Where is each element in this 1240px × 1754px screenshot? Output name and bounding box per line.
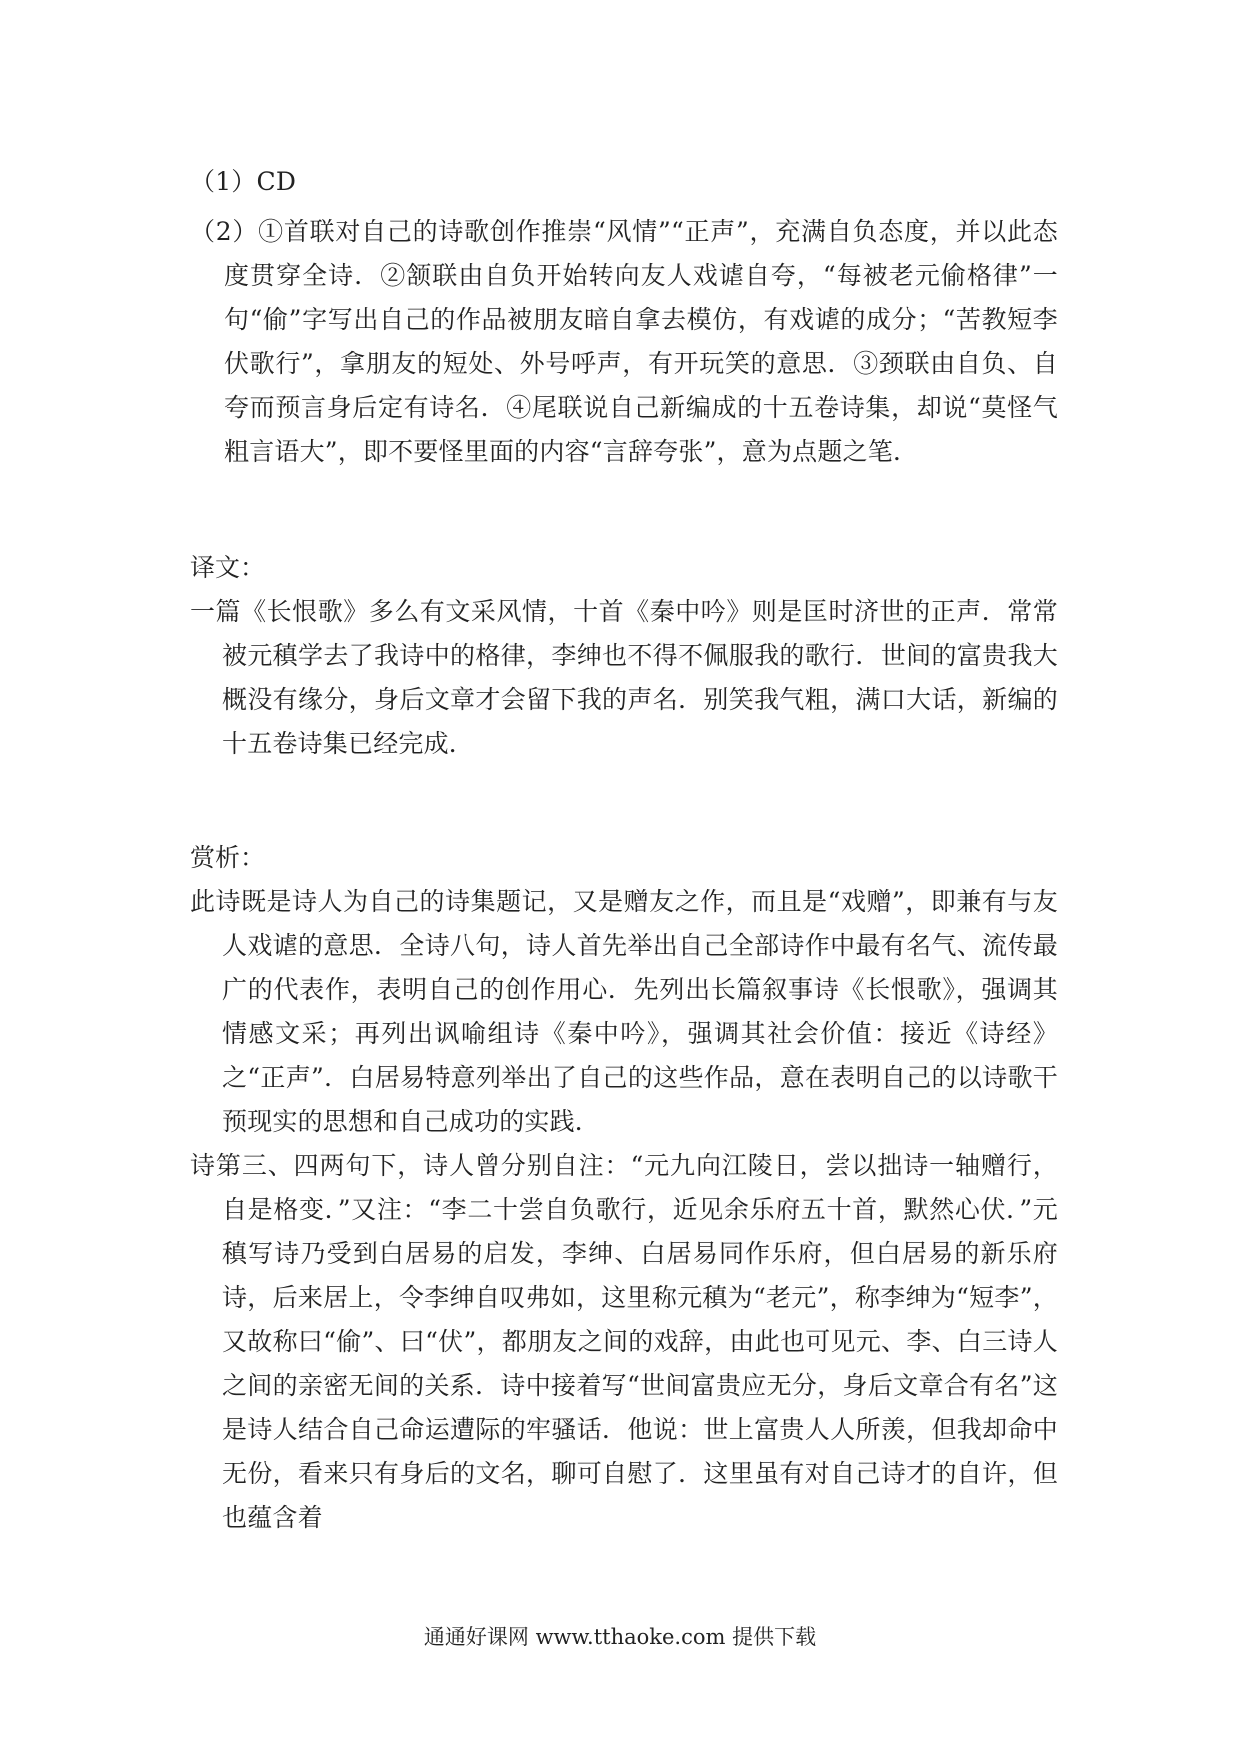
spacer	[190, 766, 1058, 836]
appreciation-paragraph-2: 诗第三、四两句下，诗人曾分别自注：“元九向江陵日，尝以拙诗一轴赠行，自是格变．”又注：“李二十尝自负歌行，近见余乐府五十首，默然心伏．”元稹写诗乃受到白居易的启发，李绅、白居易同作乐府，但白居易的新乐府诗，后来居上，令李绅自叹弗如，这里称元稹为“老元”，称李绅为“短李”，又故称曰“偷”、曰“伏”，都朋友之间的戏辞，由此也可见元、李、白三诗人之间的亲密无间的关系．诗中接着写“世间富贵应无分，身后文章合有名”这是诗人结合自己命运遭际的牢骚话．他说：世上富贵人人所羡，但我却命中无份，看来只有身后的文名，聊可自慰了．这里虽有对自己诗才的自许，但也蕴含着	[190, 1151, 1058, 1532]
answer-1: （1）CD	[190, 167, 297, 196]
spacer	[190, 474, 1058, 546]
appreciation-title: 赏析：	[190, 843, 266, 872]
translation-title: 译文：	[190, 553, 266, 582]
translation-text: 一篇《长恨歌》多么有文采风情，十首《秦中吟》则是匡时济世的正声．常常被元稹学去了我诗中的格律，李绅也不得不佩服我的歌行．世间的富贵我大概没有缘分，身后文章才会留下我的声名．别笑我气粗，满口大话，新编的十五卷诗集已经完成．	[190, 597, 1058, 758]
answer-2: （2）①首联对自己的诗歌创作推崇“风情”“正声”，充满自负态度，并以此态度贯穿全诗．②颔联由自负开始转向友人戏谑自夸，“每被老元偷格律”一句“偷”字写出自己的作品被朋友暗自拿去模仿，有戏谑的成分；“苦教短李伏歌行”，拿朋友的短处、外号呼声，有开玩笑的意思．③颈联由自负、自夸而预言身后定有诗名．④尾联说自己新编成的十五卷诗集，却说“莫怪气粗言语大”，即不要怪里面的内容“言辞夸张”，意为点题之笔．	[190, 217, 1058, 466]
document-content	[190, 160, 1058, 1540]
appreciation-paragraph-1: 此诗既是诗人为自己的诗集题记，又是赠友之作，而且是“戏赠”，即兼有与友人戏谑的意思．全诗八句，诗人首先举出自己全部诗作中最有名气、流传最广的代表作，表明自己的创作用心．先列出长篇叙事诗《长恨歌》，强调其情感文采；再列出讽喻组诗《秦中吟》，强调其社会价值：接近《诗经》之“正声”．白居易特意列举出了自己的这些作品，意在表明自己的以诗歌干预现实的思想和自己成功的实践．	[190, 887, 1058, 1136]
page-footer: 通通好课网 www.tthaoke.com 提供下载	[423, 1625, 817, 1649]
